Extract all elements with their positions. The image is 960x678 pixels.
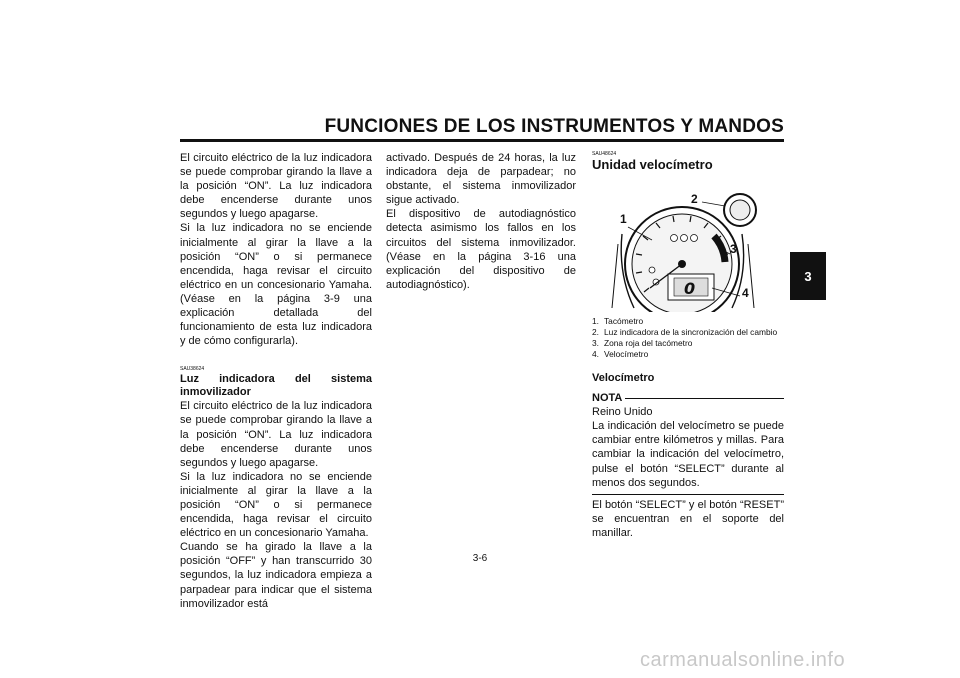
section-subhead: Luz indicadora del sistema inmovilizador xyxy=(180,373,372,399)
header-rule xyxy=(180,139,784,142)
column-right xyxy=(592,151,784,540)
paragraph: El circuito eléctrico de la luz indicadora se puede comprobar girando la llave a la posición “ON”. La luz indicadora debe encenderse durante unos segundos y luego apagarse. xyxy=(180,400,372,469)
paragraph: activado. Después de 24 horas, la luz indicadora deja de parpadear; no obstante, el sistema inmovilizador sigue activado. xyxy=(386,152,576,207)
caption-item: 2. Luz indicadora de la sincronización del cambio xyxy=(592,327,778,338)
paragraph: La indicación del velocímetro se puede cambiar entre kilómetros y millas. Para cambiar la indicación del velocímetro, pulse el botón “SELECT” durante al menos dos segundos. xyxy=(592,420,784,489)
watermark: carmanualsonline.info xyxy=(640,649,846,671)
callout-3: 3 xyxy=(730,242,737,257)
odometer-digit: 0 xyxy=(684,279,696,299)
callout-4: 4 xyxy=(742,286,749,301)
nota-rule xyxy=(625,398,784,399)
nota-header xyxy=(592,391,784,405)
page-title: FUNCIONES DE LOS INSTRUMENTOS Y MANDOS xyxy=(324,116,784,137)
caption-item: 3. Zona roja del tacómetro xyxy=(592,338,693,349)
callout-2: 2 xyxy=(691,192,698,207)
paragraph: Si la luz indicadora no se enciende inicialmente al girar la llave a la posición “ON” o si permanece encendida, haga revisar el circuito eléctrico en un concesionario Yamaha. xyxy=(180,470,372,540)
figure-captions xyxy=(592,316,784,360)
paragraph: El botón “SELECT” y el botón “RESET” se encuentran en el soporte del manillar. xyxy=(592,498,784,539)
nota-label: NOTA xyxy=(592,392,623,405)
section-title: Unidad velocímetro xyxy=(592,157,713,172)
caption-item: 1. Tacómetro xyxy=(592,316,644,327)
nota-end-rule xyxy=(592,494,784,495)
paragraph: El dispositivo de autodiagnóstico detecta asimismo los fallos en los circuitos del sistema inmovilizador. (Véase en la página 3-16 una explicación del dispositivo de autodiagnóstico). xyxy=(386,208,576,291)
reference-code: SAU38624 xyxy=(180,366,205,373)
section-subhead: Velocímetro xyxy=(592,372,655,385)
paragraph: Reino Unido xyxy=(592,406,653,419)
column-left xyxy=(180,151,372,611)
column-middle xyxy=(386,151,576,292)
chapter-tab: 3 xyxy=(790,252,826,300)
reference-code: SAU48624 xyxy=(592,151,617,157)
callout-1: 1 xyxy=(620,212,627,227)
caption-item: 4. Velocímetro xyxy=(592,349,649,360)
paragraph: Cuando se ha girado la llave a la posición “OFF” y han transcurrido 30 segundos, la luz indicadora empieza a parpadear para indicar que el sistema inmovilizador está xyxy=(180,541,372,610)
paragraph: Si la luz indicadora no se enciende inicialmente al girar la llave a la posición “ON” o si permanece encendida, haga revisar el circuito eléctrico en un concesionario Yamaha. (Véase en la página 3-9 una explicación detallada del funcionamiento de esta luz indicadora y de cómo configurarla). xyxy=(180,222,372,348)
gauge-drawing xyxy=(592,174,784,312)
page-number: 3-6 xyxy=(472,553,488,564)
paragraph: El circuito eléctrico de la luz indicadora se puede comprobar girando la llave a la posición “ON”. La luz indicadora debe encenderse durante unos segundos y luego apagarse. xyxy=(180,152,372,221)
speedometer-illustration xyxy=(592,174,784,312)
